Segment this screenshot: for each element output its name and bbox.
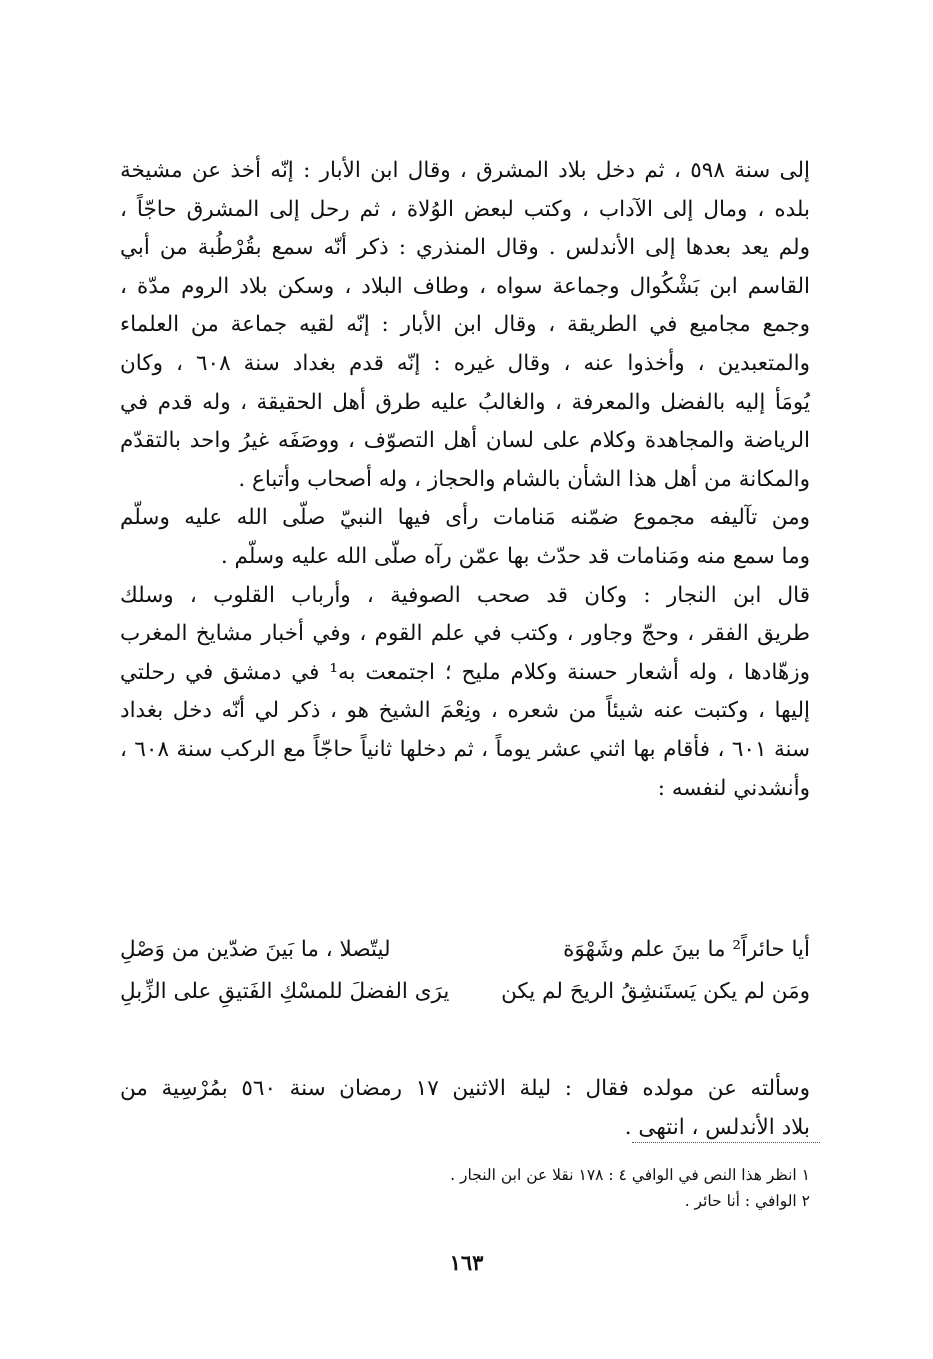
poem-verse: [120, 930, 810, 970]
text-line: وأنشدني لنفسه :: [657, 775, 810, 801]
text-line: ومن تآليفه مجموع ضمّنه مَنامات رأى فيها النبيّ صلّى الله عليه وسلّم: [120, 505, 810, 531]
text-line: ولم يعد بعدها إلى الأندلس . وقال المنذري : ذكر أنّه سمع بقُرْطُبة من أبي: [120, 235, 810, 261]
text-line: طريق الفقر ، وحجّ وجاور ، وكتب في علم القوم ، وفي أخبار مشايخ المغرب: [120, 621, 810, 647]
verse-first-hemistich: ومَن لم يكن يَستَنشِقُ الريحَ لم يكن: [501, 979, 810, 1004]
verse-first-hemistich: أيا حائراً² ما بينَ علم وشَهْوَة: [563, 937, 810, 962]
text-line: قال ابن النجار : وكان قد صحب الصوفية ، وأرباب القلوب ، وسلك: [120, 582, 810, 608]
footnote: ٢ الوافي : أنا حائر .: [684, 1192, 810, 1210]
text-line: سنة ٦٠١ ، فأقام بها اثني عشر يوماً ، ثم دخلها ثانياً حاجّاً مع الركب سنة ٦٠٨ ،: [120, 736, 810, 762]
verse-second-hemistich: ليتّصلا ، ما بَينَ ضدّين من وَصْلِ: [120, 937, 391, 962]
text-line: إلى سنة ٥٩٨ ، ثم دخل بلاد المشرق ، وقال ابن الأبار : إنّه أخذ عن مشيخة: [120, 158, 810, 183]
footnote-separator: [632, 1142, 820, 1143]
text-line: وسألته عن مولده فقال : ليلة الاثنين ١٧ رمضان سنة ٥٦٠ بمُرْسِية من: [120, 1076, 810, 1101]
text-line: إليها ، وكتبت عنه شيئاً من شعره ، ونِعْمَ الشيخ هو ، ذكر لي أنّه دخل بغداد: [120, 698, 810, 724]
text-line: وما سمع منه ومَنامات قد حدّث بها عمّن رآه صلّى الله عليه وسلّم .: [220, 543, 810, 569]
text-line: وجمع مجاميع في الطريقة ، وقال ابن الأبار : إنّه لقيه جماعة من العلماء: [120, 312, 810, 338]
page-number: ١٦٣: [449, 1250, 484, 1275]
text-line: بلاد الأندلس ، انتهى .: [624, 1114, 810, 1140]
footnote: ١ انظر هذا النص في الوافي ٤ : ١٧٨ نقلا عن ابن النجار .: [450, 1166, 810, 1184]
main-text: [120, 152, 810, 808]
verse-second-hemistich: يرَى الفضلَ للمسْكِ الفَتيقِ على الزِّبلِ: [120, 979, 450, 1004]
text-line: بلده ، ومال إلى الآداب ، وكتب لبعض الوُلاة ، ثم رحل إلى المشرق حاجّاً ،: [120, 196, 810, 222]
text-line: القاسم ابن بَشْكُوال وجماعة سواه ، وطاف البلاد ، وسكن بلاد الروم مدّة ،: [120, 273, 810, 299]
text-line: والمكانة من أهل هذا الشأن بالشام والحجاز ، وله أصحاب وأتباع .: [238, 466, 810, 492]
text-line: يُومَأ إليه بالفضل والمعرفة ، والغالبُ عليه طرق أهل الحقيقة ، وله قدم في: [120, 389, 810, 415]
text-line: والمتعبدين ، وأخذوا عنه ، وقال غيره : إنّه قدم بغداد سنة ٦٠٨ ، وكان: [120, 350, 810, 376]
text-line: وزهّادها ، وله أشعار حسنة وكلام مليح ؛ اجتمعت به¹ في دمشق في رحلتي: [120, 659, 810, 685]
text-line: الرياضة والمجاهدة وكلام على لسان أهل التصوّف ، ووصَفَه غيرُ واحد بالتقدّم: [120, 428, 810, 454]
poem-verse: [120, 972, 810, 1012]
closing-paragraph: [120, 1070, 810, 1147]
footnotes: [300, 1162, 810, 1214]
